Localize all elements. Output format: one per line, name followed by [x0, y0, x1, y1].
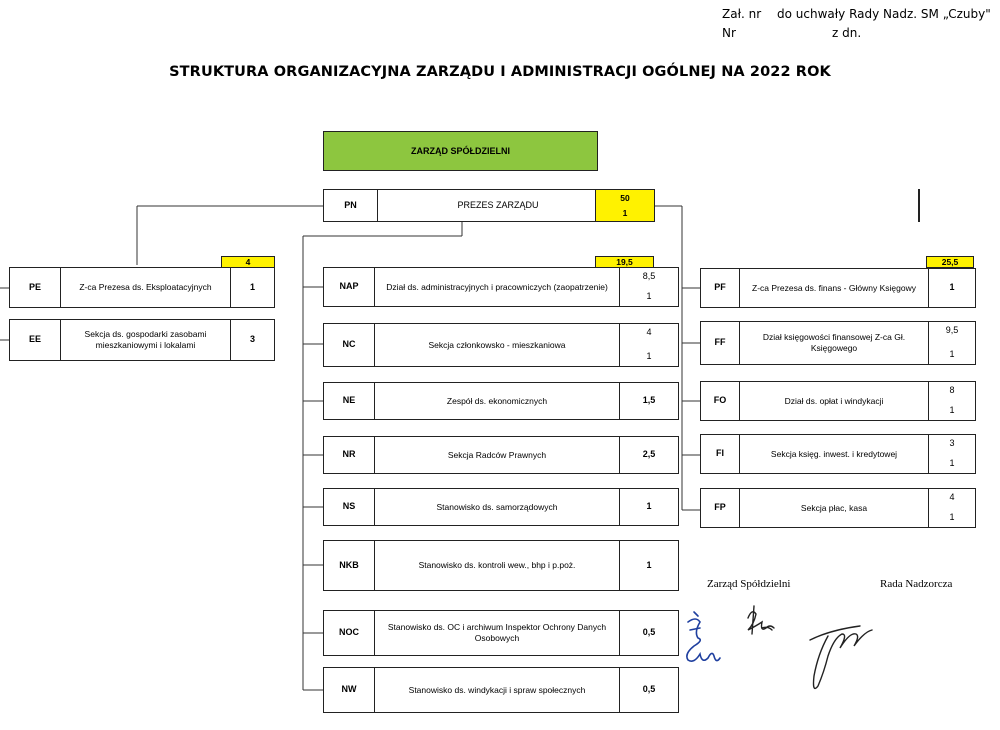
- unit-name: Sekcja Radców Prawnych: [374, 436, 620, 474]
- unit-staff-count: [928, 381, 976, 421]
- unit-name: Sekcja ds. gospodarki zasobami mieszkaniowymi i lokalami: [60, 319, 231, 361]
- unit-staff-count: 2,5: [619, 436, 679, 474]
- left-branch-total: 4: [221, 256, 275, 268]
- management-board-box: [323, 131, 598, 171]
- president-count: 1: [622, 208, 628, 218]
- middle-branch-total: 19,5: [595, 256, 654, 268]
- unit-name: Z-ca Prezesa ds. Eksploatacyjnych: [60, 267, 231, 308]
- unit-nr: [323, 436, 679, 474]
- unit-name: Stanowisko ds. windykacji i spraw społecznych: [374, 667, 620, 713]
- unit-nc: [323, 323, 679, 367]
- unit-code: PN: [323, 189, 378, 222]
- unit-code: NW: [323, 667, 375, 713]
- president-total-staff: 50: [620, 193, 630, 203]
- unit-name: Zespół ds. ekonomicznych: [374, 382, 620, 420]
- resolution-number-label: Nr: [722, 26, 736, 40]
- unit-code: NR: [323, 436, 375, 474]
- unit-code: NOC: [323, 610, 375, 656]
- signature-label-board: Zarząd Spółdzielni: [707, 578, 791, 590]
- signatures-drawing: [670, 600, 910, 710]
- unit-nw: [323, 667, 679, 713]
- unit-code: FI: [700, 434, 740, 474]
- unit-name: PREZES ZARZĄDU: [377, 189, 619, 222]
- unit-code: PE: [9, 267, 61, 308]
- unit-code: PF: [700, 268, 740, 308]
- unit-fi: [700, 434, 976, 474]
- page-title: STRUKTURA ORGANIZACYJNA ZARZĄDU I ADMINISTRACJI OGÓLNEJ NA 2022 ROK: [169, 64, 831, 80]
- unit-name: Dział ds. administracyjnych i pracowniczych (zaopatrzenie): [374, 267, 620, 307]
- unit-code: FO: [700, 381, 740, 421]
- unit-head-count: 1: [646, 290, 652, 301]
- unit-staff-count: 3: [230, 319, 275, 361]
- unit-head-count: 1: [949, 404, 955, 415]
- unit-staff-count: [928, 321, 976, 365]
- unit-code: NKB: [323, 540, 375, 591]
- unit-staff-total: 8,5: [642, 271, 656, 281]
- unit-staff-total: 8: [949, 385, 955, 395]
- unit-name: Sekcja księg. inwest. i kredytowej: [739, 434, 929, 474]
- unit-code: NE: [323, 382, 375, 420]
- signature-mark-2: [748, 606, 774, 634]
- unit-name: Stanowisko ds. kontroli wew., bhp i p.poż.: [374, 540, 620, 591]
- unit-pe: [9, 267, 275, 308]
- unit-ns: [323, 488, 679, 526]
- unit-head-count: 1: [949, 511, 955, 522]
- unit-staff-count: 1: [230, 267, 275, 308]
- unit-staff-count: 1,5: [619, 382, 679, 420]
- unit-staff-count: 1: [928, 268, 976, 308]
- unit-nap: [323, 267, 679, 307]
- unit-code: NC: [323, 323, 375, 367]
- unit-fo: [700, 381, 976, 421]
- signature-mark-3: [814, 630, 873, 688]
- unit-name: Dział księgowości finansowej Z-ca Gł. Księgowego: [739, 321, 929, 365]
- unit-staff-count: [619, 323, 679, 367]
- unit-pf: [700, 268, 976, 308]
- unit-staff-count: [928, 488, 976, 528]
- attachment-number-label: Zał. nr: [722, 7, 762, 21]
- unit-name: Dział ds. opłat i windykacji: [739, 381, 929, 421]
- right-branch-total: 25,5: [926, 256, 974, 268]
- unit-nkb: [323, 540, 679, 591]
- signature-mark-3b: [810, 626, 860, 640]
- unit-name: Sekcja członkowsko - mieszkaniowa: [374, 323, 620, 367]
- unit-ne: [323, 382, 679, 420]
- unit-name: Sekcja płac, kasa: [739, 488, 929, 528]
- unit-ee: [9, 319, 275, 361]
- unit-code: NAP: [323, 267, 375, 307]
- unit-staff-count: 1: [619, 488, 679, 526]
- unit-ff: [700, 321, 976, 365]
- resolution-reference: do uchwały Rady Nadz. SM „Czuby": [777, 7, 991, 21]
- unit-name: Stanowisko ds. OC i archiwum Inspektor Ochrony Danych Osobowych: [374, 610, 620, 656]
- unit-name: Z-ca Prezesa ds. finans - Główny Księgowy: [739, 268, 929, 308]
- unit-staff-count: 0,5: [619, 610, 679, 656]
- president-staff-box: [595, 189, 655, 222]
- unit-staff-count: 0,5: [619, 667, 679, 713]
- unit-staff-total: 4: [646, 327, 652, 337]
- unit-code: EE: [9, 319, 61, 361]
- management-board-label: ZARZĄD SPÓŁDZIELNI: [411, 146, 510, 156]
- unit-head-count: 1: [949, 348, 955, 359]
- unit-staff-total: 3: [949, 438, 955, 448]
- signature-label-supervisory: Rada Nadzorcza: [880, 578, 953, 590]
- unit-code: FP: [700, 488, 740, 528]
- unit-name: Stanowisko ds. samorządowych: [374, 488, 620, 526]
- unit-code: NS: [323, 488, 375, 526]
- resolution-date-label: z dn.: [832, 26, 862, 40]
- unit-head-count: 1: [646, 350, 652, 361]
- unit-code: FF: [700, 321, 740, 365]
- unit-fp: [700, 488, 976, 528]
- unit-staff-count: 1: [619, 540, 679, 591]
- unit-staff-total: 4: [949, 492, 955, 502]
- unit-staff-count: [619, 267, 679, 307]
- unit-head-count: 1: [949, 457, 955, 468]
- unit-staff-total: 9,5: [945, 325, 959, 335]
- unit-staff-count: [928, 434, 976, 474]
- signature-mark-1: [687, 619, 720, 661]
- unit-noc: [323, 610, 679, 656]
